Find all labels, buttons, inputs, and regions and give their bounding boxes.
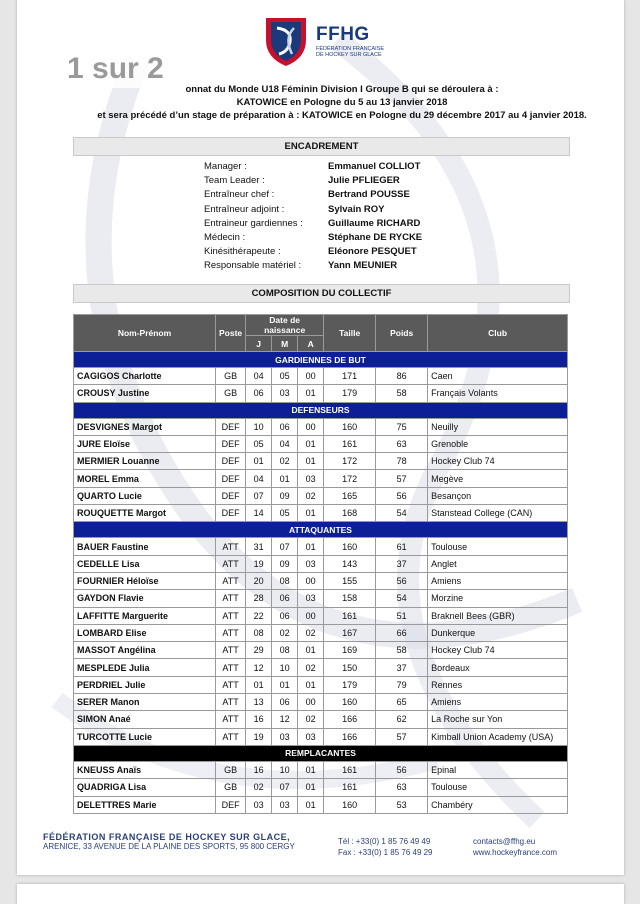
birth-day: 10 xyxy=(246,418,272,435)
birth-year: 00 xyxy=(298,607,324,624)
birth-year: 01 xyxy=(298,453,324,470)
staff-row xyxy=(204,203,422,217)
player-height: 172 xyxy=(324,453,376,470)
birth-day: 08 xyxy=(246,624,272,641)
staff-role: Manager : xyxy=(204,161,247,172)
player-position: DEF xyxy=(216,487,246,504)
birth-month: 02 xyxy=(272,453,298,470)
player-weight: 56 xyxy=(376,572,428,589)
player-name: MESPLEDE Julia xyxy=(74,659,216,676)
table-row xyxy=(74,694,568,711)
table-row xyxy=(74,642,568,659)
intro-text xyxy=(77,83,607,122)
birth-day: 12 xyxy=(246,659,272,676)
player-position: ATT xyxy=(216,555,246,572)
staff-row xyxy=(204,188,422,202)
player-height: 166 xyxy=(324,711,376,728)
player-height: 169 xyxy=(324,642,376,659)
player-position: DEF xyxy=(216,435,246,452)
player-weight: 57 xyxy=(376,728,428,745)
table-row xyxy=(74,453,568,470)
player-weight: 54 xyxy=(376,590,428,607)
intro-line: KATOWICE en Pologne du 5 au 13 janvier 2018 xyxy=(236,97,448,108)
col-taille: Taille xyxy=(324,315,376,352)
birth-day: 14 xyxy=(246,505,272,522)
player-position: ATT xyxy=(216,590,246,607)
player-name: TURCOTTE Lucie xyxy=(74,728,216,745)
player-name: PERDRIEL Julie xyxy=(74,676,216,693)
birth-year: 01 xyxy=(298,435,324,452)
footer-fax: Fax : +33(0) 1 85 76 49 29 xyxy=(338,848,433,857)
player-position: DEF xyxy=(216,505,246,522)
table-row xyxy=(74,779,568,796)
player-weight: 53 xyxy=(376,796,428,813)
birth-day: 28 xyxy=(246,590,272,607)
player-name: KNEUSS Anaïs xyxy=(74,761,216,778)
birth-month: 08 xyxy=(272,572,298,589)
player-weight: 37 xyxy=(376,659,428,676)
birth-year: 01 xyxy=(298,779,324,796)
table-row xyxy=(74,538,568,555)
col-day: J xyxy=(246,336,272,352)
player-weight: 56 xyxy=(376,761,428,778)
footer-federation: FÉDÉRATION FRANÇAISE DE HOCKEY SUR GLACE, xyxy=(43,832,291,842)
player-weight: 63 xyxy=(376,435,428,452)
staff-name: Eléonore PESQUET xyxy=(328,246,417,258)
birth-year: 03 xyxy=(298,555,324,572)
footer-address: ARENICE, 33 AVENUE DE LA PLAINE DES SPORTS, 95 800 CERGY xyxy=(43,842,295,851)
player-weight: 58 xyxy=(376,385,428,402)
staff-row xyxy=(204,231,422,245)
birth-month: 05 xyxy=(272,368,298,385)
player-weight: 56 xyxy=(376,487,428,504)
footer-website[interactable]: www.hockeyfrance.com xyxy=(473,848,558,857)
staff-role: Responsable matériel : xyxy=(204,260,302,272)
col-name: Nom-Prénom xyxy=(74,315,216,352)
player-club: Anglet xyxy=(428,555,568,572)
birth-month: 01 xyxy=(272,676,298,693)
player-club: Epinal xyxy=(428,761,568,778)
birth-day: 13 xyxy=(246,694,272,711)
player-club: Megève xyxy=(428,470,568,487)
birth-day: 06 xyxy=(246,385,272,402)
player-club: Neuilly xyxy=(428,418,568,435)
player-position: ATT xyxy=(216,607,246,624)
birth-year: 01 xyxy=(298,761,324,778)
player-club: Morzine xyxy=(428,590,568,607)
player-position: DEF xyxy=(216,470,246,487)
table-row xyxy=(74,385,568,402)
staff-row xyxy=(204,245,422,259)
player-position: ATT xyxy=(216,572,246,589)
table-row xyxy=(74,624,568,641)
player-club: Dunkerque xyxy=(428,624,568,641)
player-name: CROUSY Justine xyxy=(74,385,216,402)
birth-day: 01 xyxy=(246,676,272,693)
staff-role: Entraineur gardiennes : xyxy=(204,217,303,229)
player-club: Amiens xyxy=(428,694,568,711)
group-title: DEFENSEURS xyxy=(74,402,568,418)
group-title: ATTAQUANTES xyxy=(74,522,568,538)
player-club: Grenoble xyxy=(428,435,568,452)
player-position: ATT xyxy=(216,676,246,693)
staff-name: Bertrand POUSSE xyxy=(328,189,410,201)
player-name: MASSOT Angélina xyxy=(74,642,216,659)
col-year: A xyxy=(298,336,324,352)
birth-year: 01 xyxy=(298,505,324,522)
birth-month: 09 xyxy=(272,555,298,572)
staff-role: Team Leader : xyxy=(204,175,265,187)
player-club: Caen xyxy=(428,368,568,385)
player-name: SERER Manon xyxy=(74,694,216,711)
player-name: QUADRIGA Lisa xyxy=(74,779,216,796)
encadrement-header: ENCADREMENT xyxy=(73,137,570,156)
birth-day: 31 xyxy=(246,538,272,555)
ffhg-shield-icon xyxy=(262,14,310,68)
birth-year: 03 xyxy=(298,728,324,745)
player-height: 167 xyxy=(324,624,376,641)
player-height: 165 xyxy=(324,487,376,504)
player-height: 161 xyxy=(324,779,376,796)
player-position: ATT xyxy=(216,711,246,728)
player-club: Hockey Club 74 xyxy=(428,642,568,659)
col-poste: Poste xyxy=(216,315,246,352)
staff-name: Stéphane DE RYCKE xyxy=(328,232,423,244)
group-header-row xyxy=(74,402,568,418)
staff-name: Sylvain ROY xyxy=(328,203,385,215)
player-height: 166 xyxy=(324,728,376,745)
player-name: FOURNIER Héloïse xyxy=(74,572,216,589)
birth-year: 02 xyxy=(298,711,324,728)
player-name: MOREL Emma xyxy=(74,470,216,487)
player-height: 161 xyxy=(324,435,376,452)
logo-name: FFHG xyxy=(316,24,370,45)
roster-table xyxy=(73,314,568,814)
footer-tel: Tél : +33(0) 1 85 76 49 49 xyxy=(338,837,431,846)
player-position: DEF xyxy=(216,418,246,435)
player-weight: 62 xyxy=(376,711,428,728)
birth-day: 04 xyxy=(246,368,272,385)
player-club: Rennes xyxy=(428,676,568,693)
table-row xyxy=(74,435,568,452)
player-club: Toulouse xyxy=(428,538,568,555)
staff-row xyxy=(204,160,422,174)
table-row xyxy=(74,418,568,435)
birth-month: 07 xyxy=(272,538,298,555)
player-weight: 79 xyxy=(376,676,428,693)
birth-month: 03 xyxy=(272,385,298,402)
birth-year: 01 xyxy=(298,538,324,555)
player-height: 168 xyxy=(324,505,376,522)
player-height: 160 xyxy=(324,538,376,555)
player-name: DELETTRES Marie xyxy=(74,796,216,813)
col-poids: Poids xyxy=(376,315,428,352)
table-row xyxy=(74,676,568,693)
footer-email[interactable]: contacts@ffhg.eu xyxy=(473,837,536,846)
player-height: 161 xyxy=(324,761,376,778)
player-height: 171 xyxy=(324,368,376,385)
birth-month: 06 xyxy=(272,694,298,711)
birth-day: 04 xyxy=(246,470,272,487)
player-position: ATT xyxy=(216,659,246,676)
player-position: DEF xyxy=(216,453,246,470)
document-page xyxy=(17,0,624,875)
staff-role: Kinésithérapeute : xyxy=(204,246,281,258)
table-row xyxy=(74,659,568,676)
player-name: DESVIGNES Margot xyxy=(74,418,216,435)
staff-row xyxy=(204,259,422,273)
player-weight: 86 xyxy=(376,368,428,385)
group-title: REMPLACANTES xyxy=(74,745,568,761)
birth-year: 02 xyxy=(298,487,324,504)
birth-month: 06 xyxy=(272,418,298,435)
birth-year: 01 xyxy=(298,642,324,659)
intro-line: et sera précédé d’un stage de préparation à : KATOWICE en Pologne du 29 décembre 2017 au 4 janvier 2018. xyxy=(97,110,587,121)
birth-month: 05 xyxy=(272,505,298,522)
group-header-row xyxy=(74,745,568,761)
player-weight: 37 xyxy=(376,555,428,572)
player-height: 160 xyxy=(324,694,376,711)
player-club: La Roche sur Yon xyxy=(428,711,568,728)
player-name: QUARTO Lucie xyxy=(74,487,216,504)
table-row xyxy=(74,555,568,572)
group-header-row xyxy=(74,352,568,368)
player-position: ATT xyxy=(216,642,246,659)
table-row xyxy=(74,572,568,589)
player-position: ATT xyxy=(216,694,246,711)
collectif-header: COMPOSITION DU COLLECTIF xyxy=(73,284,570,303)
player-weight: 63 xyxy=(376,779,428,796)
birth-year: 01 xyxy=(298,796,324,813)
player-club: Braknell Bees (GBR) xyxy=(428,607,568,624)
player-club: Français Volants xyxy=(428,385,568,402)
birth-year: 02 xyxy=(298,659,324,676)
player-position: ATT xyxy=(216,538,246,555)
table-row xyxy=(74,728,568,745)
staff-row xyxy=(204,217,422,231)
birth-year: 01 xyxy=(298,385,324,402)
player-name: ROUQUETTE Margot xyxy=(74,505,216,522)
birth-year: 01 xyxy=(298,676,324,693)
birth-month: 02 xyxy=(272,624,298,641)
player-position: GB xyxy=(216,368,246,385)
staff-name: Julie PFLIEGER xyxy=(328,175,400,187)
player-weight: 66 xyxy=(376,624,428,641)
player-position: GB xyxy=(216,385,246,402)
player-name: LOMBARD Elise xyxy=(74,624,216,641)
player-club: Amiens xyxy=(428,572,568,589)
birth-month: 04 xyxy=(272,435,298,452)
player-height: 160 xyxy=(324,796,376,813)
player-weight: 58 xyxy=(376,642,428,659)
player-club: Kimball Union Academy (USA) xyxy=(428,728,568,745)
table-row xyxy=(74,761,568,778)
player-name: LAFFITTE Marguerite xyxy=(74,607,216,624)
staff-role: Entraîneur adjoint : xyxy=(204,203,285,215)
player-name: BAUER Faustine xyxy=(74,538,216,555)
birth-month: 08 xyxy=(272,642,298,659)
birth-day: 03 xyxy=(246,796,272,813)
birth-year: 00 xyxy=(298,368,324,385)
logo-subtitle: FÉDÉRATION FRANÇAISE DE HOCKEY SUR GLACE xyxy=(316,46,385,58)
table-row xyxy=(74,368,568,385)
birth-day: 02 xyxy=(246,779,272,796)
player-weight: 65 xyxy=(376,694,428,711)
table-row xyxy=(74,590,568,607)
player-weight: 75 xyxy=(376,418,428,435)
table-row xyxy=(74,470,568,487)
table-row xyxy=(74,505,568,522)
intro-line: onnat du Monde U18 Féminin Division I Groupe B qui se déroulera à : xyxy=(185,84,499,95)
col-club: Club xyxy=(428,315,568,352)
birth-day: 01 xyxy=(246,453,272,470)
col-month: M xyxy=(272,336,298,352)
player-club: Chambéry xyxy=(428,796,568,813)
table-row xyxy=(74,487,568,504)
birth-year: 03 xyxy=(298,590,324,607)
birth-month: 10 xyxy=(272,761,298,778)
player-height: 155 xyxy=(324,572,376,589)
birth-year: 00 xyxy=(298,418,324,435)
birth-day: 07 xyxy=(246,487,272,504)
player-name: SIMON Anaé xyxy=(74,711,216,728)
birth-year: 02 xyxy=(298,624,324,641)
player-club: Besançon xyxy=(428,487,568,504)
player-position: DEF xyxy=(216,796,246,813)
table-row xyxy=(74,796,568,813)
player-name: GAYDON Flavie xyxy=(74,590,216,607)
player-weight: 61 xyxy=(376,538,428,555)
player-weight: 78 xyxy=(376,453,428,470)
birth-day: 22 xyxy=(246,607,272,624)
next-page-edge xyxy=(17,884,624,904)
player-height: 179 xyxy=(324,385,376,402)
page-counter: 1 sur 2 xyxy=(61,50,170,88)
player-name: MERMIER Louanne xyxy=(74,453,216,470)
birth-month: 06 xyxy=(272,607,298,624)
player-height: 158 xyxy=(324,590,376,607)
player-height: 172 xyxy=(324,470,376,487)
birth-year: 00 xyxy=(298,694,324,711)
birth-month: 01 xyxy=(272,470,298,487)
player-club: Hockey Club 74 xyxy=(428,453,568,470)
staff-role: Médecin : xyxy=(204,232,246,244)
player-height: 179 xyxy=(324,676,376,693)
player-weight: 54 xyxy=(376,505,428,522)
player-club: Toulouse xyxy=(428,779,568,796)
player-position: GB xyxy=(216,761,246,778)
player-name: JURE Eloïse xyxy=(74,435,216,452)
group-header-row xyxy=(74,522,568,538)
birth-day: 29 xyxy=(246,642,272,659)
birth-day: 19 xyxy=(246,728,272,745)
player-height: 143 xyxy=(324,555,376,572)
staff-name: Guillaume RICHARD xyxy=(328,217,421,229)
table-row xyxy=(74,607,568,624)
birth-day: 16 xyxy=(246,761,272,778)
player-weight: 57 xyxy=(376,470,428,487)
birth-year: 00 xyxy=(298,572,324,589)
birth-day: 16 xyxy=(246,711,272,728)
staff-row xyxy=(204,174,422,188)
birth-year: 03 xyxy=(298,470,324,487)
player-position: GB xyxy=(216,779,246,796)
player-height: 160 xyxy=(324,418,376,435)
player-position: ATT xyxy=(216,624,246,641)
ffhg-logo xyxy=(262,14,386,68)
staff-name: Yann MEUNIER xyxy=(328,260,398,272)
staff-role: Entraîneur chef : xyxy=(204,189,275,201)
birth-day: 20 xyxy=(246,572,272,589)
birth-month: 12 xyxy=(272,711,298,728)
birth-day: 19 xyxy=(246,555,272,572)
player-name: CAGIGOS Charlotte xyxy=(74,368,216,385)
player-height: 150 xyxy=(324,659,376,676)
player-height: 161 xyxy=(324,607,376,624)
col-dob: Date de naissance xyxy=(246,315,324,336)
birth-month: 06 xyxy=(272,590,298,607)
birth-month: 07 xyxy=(272,779,298,796)
player-weight: 51 xyxy=(376,607,428,624)
table-row xyxy=(74,711,568,728)
birth-month: 03 xyxy=(272,728,298,745)
staff-name: Emmanuel COLLIOT xyxy=(328,161,421,172)
birth-day: 05 xyxy=(246,435,272,452)
staff-list xyxy=(204,160,422,274)
birth-month: 10 xyxy=(272,659,298,676)
birth-month: 09 xyxy=(272,487,298,504)
player-club: Bordeaux xyxy=(428,659,568,676)
birth-month: 03 xyxy=(272,796,298,813)
group-title: GARDIENNES DE BUT xyxy=(74,352,568,368)
player-position: ATT xyxy=(216,728,246,745)
player-club: Stanstead College (CAN) xyxy=(428,505,568,522)
player-name: CEDELLE Lisa xyxy=(74,555,216,572)
